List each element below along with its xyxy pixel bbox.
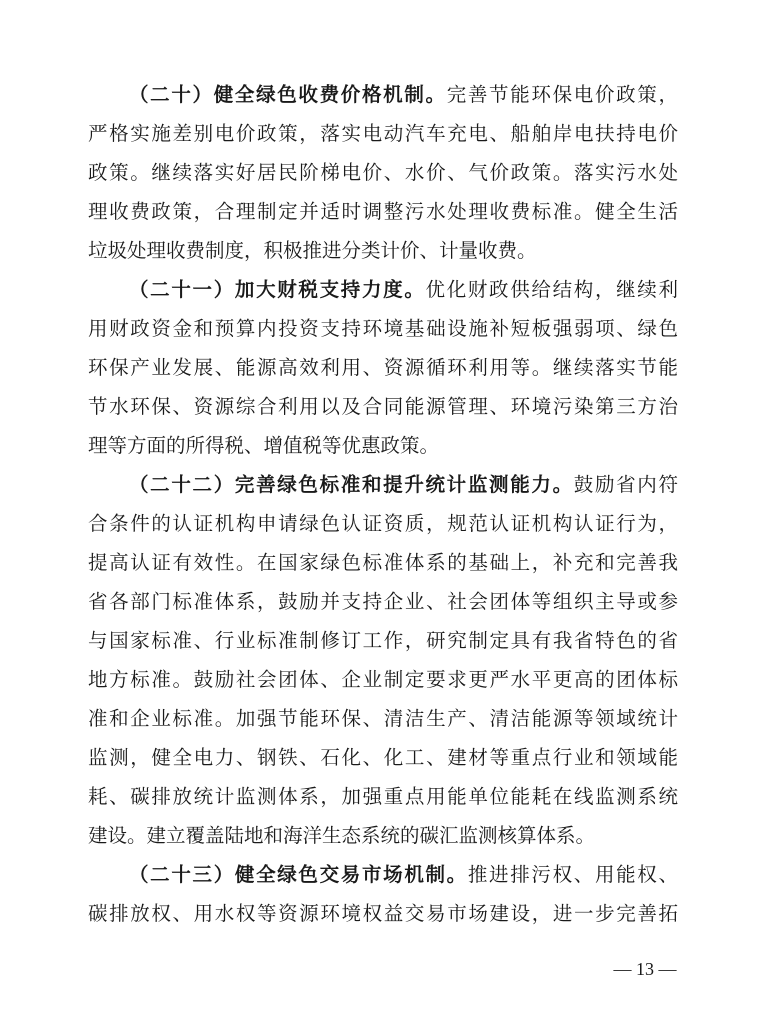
line-text: 优化财政供给结构，继续利: [425, 278, 678, 301]
paragraph-line: 建设。建立覆盖陆地和海洋生态系统的碳汇监测核算体系。: [88, 824, 596, 847]
line-text: 推进排污权、用能权、: [467, 863, 678, 886]
paragraph-line: [129, 78, 678, 112]
paragraph-line: 用财政资金和预算内投资支持环境基础设施补短板强弱项、绿色: [88, 317, 678, 340]
section-heading: （二十一）加大财税支持力度。: [129, 278, 426, 301]
section-heading: （二十二）完善绿色标准和提升统计监测能力。: [129, 473, 574, 496]
paragraph-line: [129, 858, 678, 892]
paragraph-line: 与国家标准、行业标准制修订工作，研究制定具有我省特色的省: [88, 629, 678, 652]
paragraph-line: 提高认证有效性。在国家绿色标准体系的基础上，补充和完善我: [88, 551, 678, 574]
paragraph-line: 合条件的认证机构申请绿色认证资质，规范认证机构认证行为，: [88, 512, 678, 535]
paragraph-line: 理等方面的所得税、增值税等优惠政策。: [88, 434, 440, 457]
line-text: 完善节能环保电价政策，: [446, 83, 678, 106]
paragraph-line: [129, 468, 678, 502]
paragraph-line: 地方标准。鼓励社会团体、企业制定要求更严水平更高的团体标: [88, 668, 678, 691]
paragraph-line: 碳排放权、用水权等资源环境权益交易市场建设，进一步完善拓: [88, 902, 678, 925]
paragraph-line: 垃圾处理收费制度，积极推进分类计价、计量收费。: [88, 239, 537, 262]
paragraph-line: 耗、碳排放统计监测体系，加强重点用能单位能耗在线监测系统: [88, 785, 678, 808]
paragraph-line: 监测，健全电力、钢铁、石化、化工、建材等重点行业和领域能: [88, 746, 678, 769]
paragraph-line: 理收费政策，合理制定并适时调整污水处理收费标准。健全生活: [88, 200, 678, 223]
paragraph-line: 政策。继续落实好居民阶梯电价、水价、气价政策。落实污水处: [88, 161, 678, 184]
paragraph-line: 节水环保、资源综合利用以及合同能源管理、环境污染第三方治: [88, 395, 678, 418]
line-text: 鼓励省内符: [573, 473, 678, 496]
section-heading: （二十）健全绿色收费价格机制。: [129, 83, 447, 106]
paragraph-line: [129, 273, 678, 307]
paragraph-line: 准和企业标准。加强节能环保、清洁生产、清洁能源等领域统计: [88, 707, 678, 730]
paragraph-line: 严格实施差别电价政策，落实电动汽车充电、船舶岸电扶持电价: [88, 122, 678, 145]
paragraph-line: 环保产业发展、能源高效利用、资源循环利用等。继续落实节能: [88, 356, 678, 379]
page-number: — 13 —: [613, 959, 677, 979]
paragraph-line: 省各部门标准体系，鼓励并支持企业、社会团体等组织主导或参: [88, 590, 678, 613]
section-heading: （二十三）健全绿色交易市场机制。: [129, 863, 468, 886]
